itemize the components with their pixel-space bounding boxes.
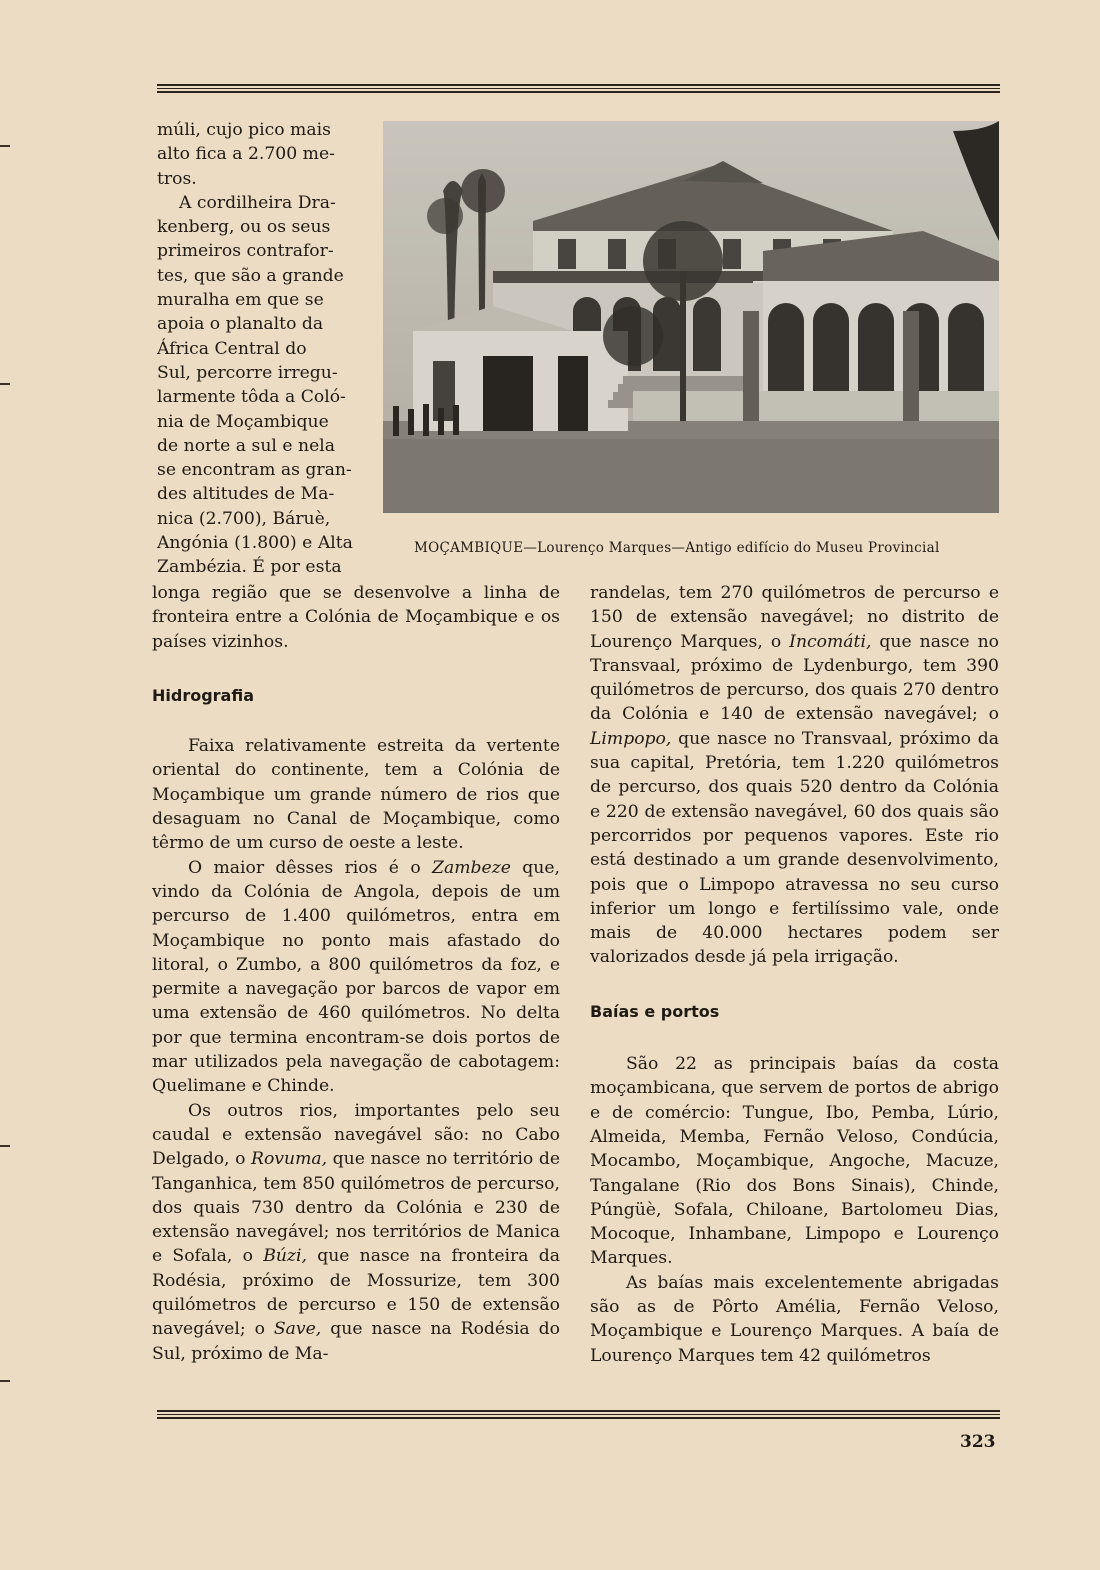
narrow-line: de norte a sul e nela <box>157 435 335 456</box>
paragraph: O maior dêsses rios é o Zambeze que, vindo da Colónia de Angola, depois de um percurso de 1.400 quilómetros, entra em Moçambique no ponto mais afastado do litoral, o Zumbo, a 800 quilómetros da foz, e permite a navegação por barcos de vapor em uma extensão de 460 quilómetros. No delta por que termina encontram-se dois portos de mar utilizados pela navegação de cabotagem: Quelimane e Chinde. <box>152 857 561 1097</box>
right-text-column <box>590 581 999 1368</box>
narrow-line: tros. <box>157 168 197 189</box>
narrow-line: apoia o planalto da <box>157 314 324 335</box>
narrow-text-column <box>157 118 360 580</box>
museum-building-photo <box>383 121 999 513</box>
narrow-line: Sul, percorre irregu- <box>157 362 338 383</box>
section-heading-hidrografia: Hidrografia <box>152 685 255 705</box>
narrow-line: múli, cujo pico mais <box>157 120 331 140</box>
paragraph: Os outros rios, importantes pelo seu caudal e extensão navegável são: no Cabo Delgado, o Rovuma, que nasce no território de Tanganhica, tem 850 quilómetros de percurso, dos quais 730 dentro da Colónia e 230 de extensão navegável; nos territórios de Manica e Sofala, o Búzi, que nasce na fronteira da Rodésia, próximo de Mossurize, tem 300 quilómetros de percurso e 150 de extensão navegável; o Save, que nasce na Rodésia do Sul, próximo de Ma- <box>152 1100 560 1364</box>
page-number: 323 <box>960 1432 996 1452</box>
margin-mark <box>0 145 10 147</box>
narrow-line: se encontram as gran- <box>157 460 352 481</box>
paragraph: As baías mais excelentemente abrigadas são as de Pôrto Amélia, Fernão Veloso, Moçambique e Lourenço Marques. A baía de Lourenço Marques tem 42 quilómetros <box>590 1272 999 1366</box>
narrow-line: muralha em que se <box>157 290 324 311</box>
narrow-line: primeiros contrafor- <box>157 241 334 262</box>
narrow-line: Angónia (1.800) e Alta <box>157 533 353 554</box>
margin-mark <box>0 1145 10 1147</box>
margin-mark <box>0 1380 10 1382</box>
narrow-line: kenberg, ou os seus <box>157 217 331 238</box>
section-heading-baias: Baías e portos <box>590 1001 720 1021</box>
paragraph: randelas, tem 270 quilómetros de percurso e 150 de extensão navegável; no distrito de Lourenço Marques, o Incomáti, que nasce no Transvaal, próximo de Lydenburgo, tem 390 quilómetros de percurso, dos quais 270 dentro da Colónia e 140 de extensão navegável; o Limpopo, que nasce no Transvaal, próximo da sua capital, Pretória, tem 1.220 quilómetros de percurso, dos quais 520 dentro da Colónia e 220 de extensão navegável, 60 dos quais são percorridos por pequenos vapores. Este rio está destinado a um grande desenvolvimento, pois que o Limpopo atravessa no seu curso inferior um longo e fertilíssimo vale, onde mais de 40.000 hectares podem ser valorizados desde já pela irrigação. <box>590 583 999 968</box>
narrow-line: África Central do <box>157 338 307 359</box>
narrow-line: Zambézia. É por esta <box>157 557 342 578</box>
narrow-line: tes, que são a grande <box>157 265 344 286</box>
narrow-line: larmente tôda a Coló- <box>157 387 346 408</box>
paragraph: São 22 as principais baías da costa moçambicana, que servem de portos de abrigo e de comércio: Tungue, Ibo, Pemba, Lúrio, Almeida, Memba, Fernão Veloso, Condúcia, Mocambo, Moçambique, Angoche, Macuze, Tangalane (Rio dos Bons Sinais), Chinde, Púngüè, Sofala, Chiloane, Bartolomeu Dias, Mocoque, Inhambane, Limpopo e Lourenço Marques. <box>590 1054 999 1269</box>
narrow-line: nica (2.700), Báruè, <box>157 508 331 529</box>
narrow-line: des altitudes de Ma- <box>157 484 335 505</box>
narrow-line: alto fica a 2.700 me- <box>157 144 335 165</box>
paragraph: longa região que se desenvolve a linha de fronteira entre a Colónia de Moçambique e os países vizinhos. <box>152 583 560 652</box>
left-text-column <box>152 581 560 1366</box>
top-rule <box>157 84 1000 95</box>
paragraph: Faixa relativamente estreita da vertente oriental do continente, tem a Colónia de Moçambique um grande número de rios que desaguam no Canal de Moçambique, como têrmo de um curso de oeste a leste. <box>152 736 560 854</box>
bottom-rule <box>157 1410 1000 1421</box>
narrow-line: nia de Moçambique <box>157 411 329 432</box>
photo-caption: MOÇAMBIQUE—Lourenço Marques—Antigo edifício do Museu Provincial <box>414 540 940 556</box>
margin-mark <box>0 383 10 385</box>
narrow-line: A cordilheira Dra- <box>179 192 336 213</box>
